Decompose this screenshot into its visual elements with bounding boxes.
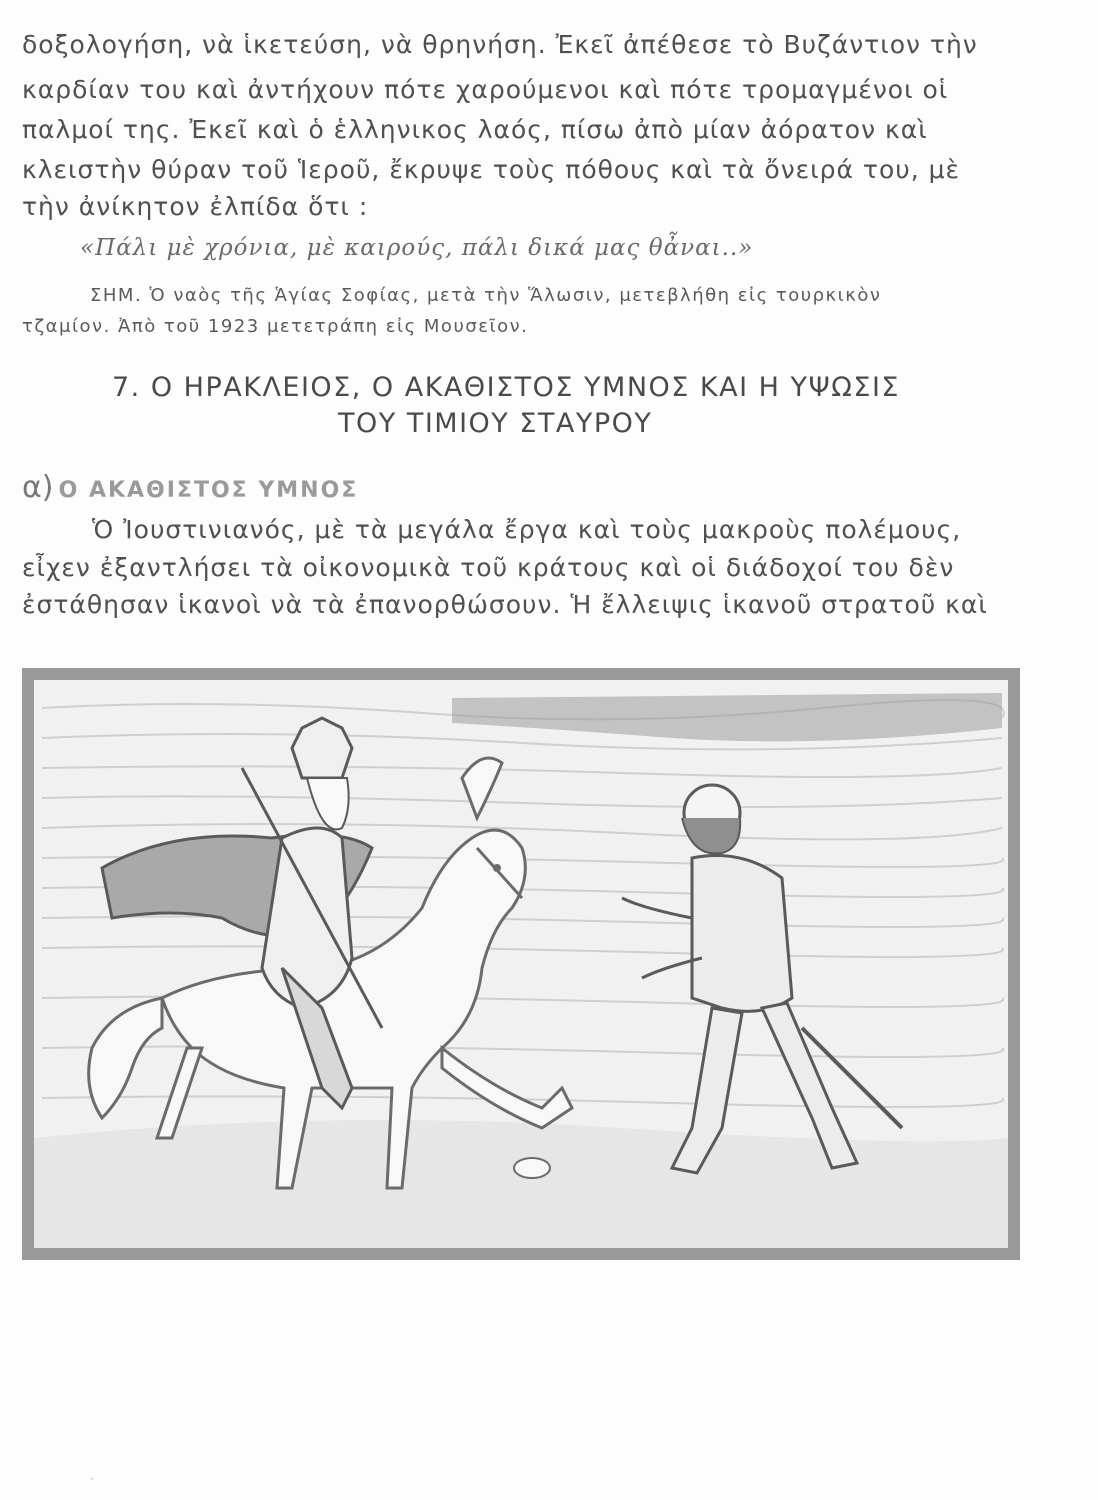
paragraph-line-5: τὴν ἀνίκητον ἐλπίδα ὅτι : bbox=[22, 192, 369, 221]
verse-quote: «Πάλι μὲ χρόνια, μὲ καιρούς, πάλι δικά μας θἆναι..» bbox=[80, 235, 754, 261]
section-title: Ο ΑΚΑΘΙΣΤΟΣ ΥΜΝΟΣ bbox=[58, 478, 359, 503]
illustration-emperor-on-horse bbox=[22, 668, 1020, 1260]
corner-mark: · bbox=[90, 1472, 94, 1486]
chapter-heading-line-2: ΤΟΥ ΤΙΜΙΟΥ ΣΤΑΥΡΟΥ bbox=[338, 408, 653, 439]
section-subheading bbox=[22, 470, 358, 505]
footnote-line-1: ΣΗΜ. Ὁ ναὸς τῆς Ἁγίας Σοφίας, μετὰ τὴν Ἅλωσιν, μετεβλήθη εἰς τουρκικὸν bbox=[90, 285, 882, 306]
illustration-drawing bbox=[22, 668, 1020, 1260]
body-line-2: εἶχεν ἐξαντλήσει τὰ οἰκονομικὰ τοῦ κράτους καὶ οἱ διάδοχοί του δὲν bbox=[22, 553, 955, 582]
body-line-1: Ὁ Ἰουστινιανός, μὲ τὰ μεγάλα ἔργα καὶ τοὺς μακροὺς πολέμους, bbox=[92, 515, 962, 544]
footnote-line-2: τζαμίον. Ἀπὸ τοῦ 1923 μετετράπη εἰς Μουσεῖον. bbox=[22, 316, 529, 337]
paragraph-line-4: κλειστὴν θύραν τοῦ Ἱεροῦ, ἔκρυψε τοὺς πόθους καὶ τὰ ὄνειρά του, μὲ bbox=[22, 155, 961, 184]
chapter-heading-line-1: 7. Ο ΗΡΑΚΛΕΙΟΣ, Ο ΑΚΑΘΙΣΤΟΣ ΥΜΝΟΣ ΚΑΙ Η ΥΨΩΣΙΣ bbox=[112, 372, 900, 403]
paragraph-line-1: δοξολογήση, νὰ ἱκετεύση, νὰ θρηνήση. Ἐκεῖ ἀπέθεσε τὸ Βυζάντιον τὴν bbox=[22, 30, 978, 59]
section-letter: α) bbox=[22, 470, 54, 505]
body-line-3: ἐστάθησαν ἱκανοὶ νὰ τὰ ἐπανορθώσουν. Ἡ ἔλλειψις ἱκανοῦ στρατοῦ καὶ bbox=[22, 590, 988, 619]
ground-object bbox=[514, 1158, 550, 1178]
paragraph-line-3: παλμοί της. Ἐκεῖ καὶ ὁ ἑλληνικος λαός, πίσω ἀπὸ μίαν ἀόρατον καὶ bbox=[22, 115, 928, 144]
paragraph-line-2: καρδίαν του καὶ ἀντήχουν πότε χαρούμενοι καὶ πότε τρομαγμένοι οἱ bbox=[22, 75, 949, 104]
